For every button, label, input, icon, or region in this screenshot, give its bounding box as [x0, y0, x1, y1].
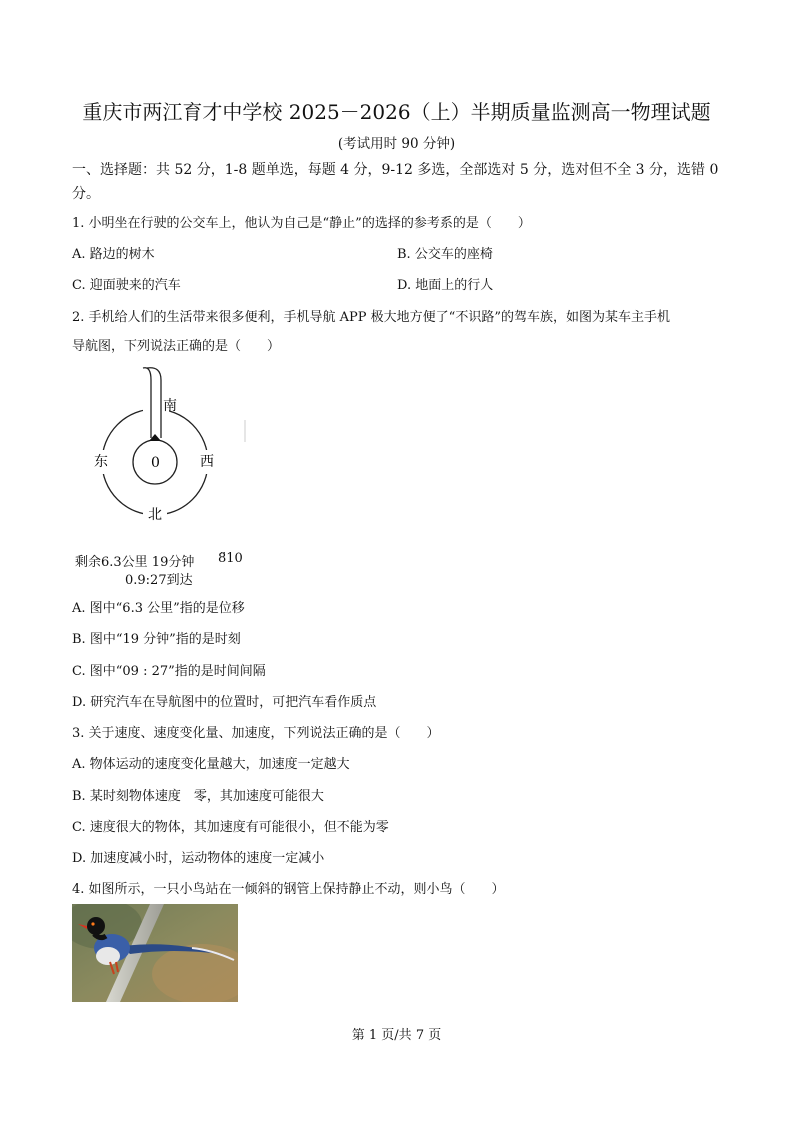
question-3-option-d: D. 加速度减小时，运动物体的速度一定减小	[72, 851, 325, 866]
question-1-stem: 1. 小明坐在行驶的公交车上，他认为自己是“静止”的选择的参考系的是（ ）	[72, 216, 531, 231]
question-3-option-b: B. 某时刻物体速度 零，其加速度可能很大	[72, 789, 324, 804]
question-4-stem: 4. 如图所示，一只小鸟站在一倾斜的钢管上保持静止不动，则小鸟（ ）	[72, 882, 505, 897]
question-3-stem: 3. 关于速度、速度变化量、加速度，下列说法正确的是（ ）	[72, 726, 440, 741]
label-east: 东	[94, 454, 108, 470]
question-1-option-b: B. 公交车的座椅	[397, 247, 493, 262]
question-2-option-b: B. 图中“19 分钟”指的是时刻	[72, 632, 241, 647]
bird-on-pipe-image	[72, 904, 238, 1002]
question-2-stem-line-2: 导航图，下列说法正确的是（ ）	[72, 339, 281, 354]
question-3-option-a: A. 物体运动的速度变化量越大，加速度一定越大	[72, 757, 350, 772]
question-2-option-a: A. 图中“6.3 公里”指的是位移	[72, 601, 245, 616]
question-2-option-d: D. 研究汽车在导航图中的位置时，可把汽车看作质点	[72, 695, 377, 710]
question-1-option-d: D. 地面上的行人	[397, 278, 494, 293]
section-heading: 一、选择题：共 52 分，1-8 题单选，每题 4 分，9-12 多选，全部选对 5 分，选对但不全 3 分，选错 0 分。	[72, 162, 719, 202]
label-west: 西	[200, 454, 214, 470]
question-3-option-c: C. 速度很大的物体，其加速度有可能很小，但不能为零	[72, 820, 389, 835]
question-1-option-a: A. 路边的树木	[72, 247, 155, 262]
label-south: 南	[163, 398, 177, 414]
page-number: 第 1 页/共 7 页	[351, 1028, 442, 1043]
question-2-stem-line-1: 2. 手机给人们的生活带来很多便利，手机导航 APP 极大地方便了“不识路”的驾车族，如图为某车主手机	[72, 310, 670, 325]
question-2-option-c: C. 图中“09 : 27”指的是时间间隔	[72, 664, 266, 679]
page-title: 重庆市两江育才中学校 2025－2026（上）半期质量监测高一物理试题	[82, 100, 711, 124]
nav-status-icon-text: 8̈10	[218, 551, 243, 566]
question-1-option-c: C. 迎面驶来的汽车	[72, 278, 181, 293]
remaining-distance-time: 剩余6.3公里 19分钟	[75, 555, 195, 570]
label-north: 北	[148, 507, 162, 523]
navigation-diagram	[85, 362, 265, 532]
arrival-time: 0.9:27到达	[125, 573, 193, 588]
center-label: 0	[151, 455, 160, 471]
bird-head	[87, 917, 105, 935]
exam-duration: (考试用时 90 分钟)	[337, 136, 456, 152]
navigation-figure	[85, 362, 265, 536]
